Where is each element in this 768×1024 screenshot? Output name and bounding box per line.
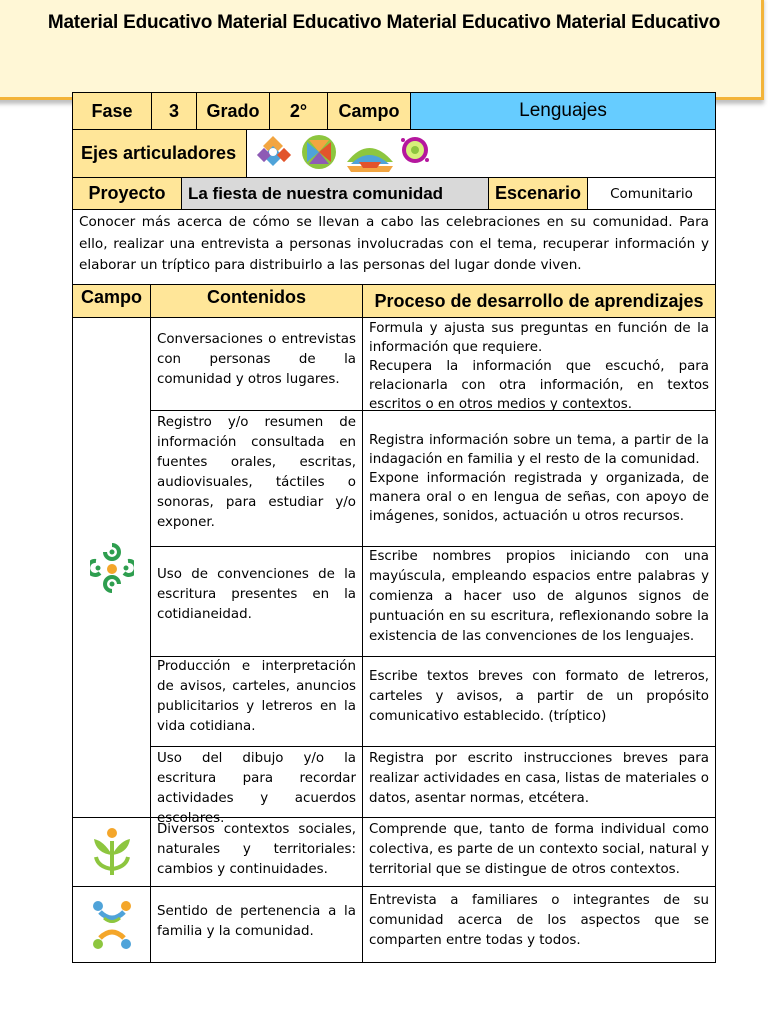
col-header-contenidos: Contenidos [150, 284, 363, 318]
fase-label: Fase [72, 92, 152, 130]
campo-value: Lenguajes [410, 92, 716, 130]
proceso-cell: Formula y ajusta sus preguntas en función de la información que requiere. Recupera la información que escuchó, para relacionarla con otra información, en textos escritos o en otros medios y contextos. [362, 317, 716, 411]
contenido-cell: Sentido de pertenencia a la familia y la comunidad. [150, 886, 363, 963]
contenido-cell: Conversaciones o entrevistas con personas de la comunidad y otros lugares. [150, 317, 363, 411]
proceso-cell: Registra información sobre un tema, a partir de la indagación en familia y el resto de la comunidad. Expone información registrada y organizada, de manera oral o en lengua de señas, con apoyo de imágenes, sonidos, actuación u otros recursos. [362, 410, 716, 547]
contenido-cell: Uso de convenciones de la escritura presentes en la cotidianeidad. [150, 546, 363, 657]
ejes-label: Ejes articuladores [72, 129, 247, 178]
contenido-cell: Diversos contextos sociales, naturales y territoriales: cambios y continuidades. [150, 817, 363, 887]
grado-label: Grado [196, 92, 270, 130]
col-header-proceso: Proceso de desarrollo de aprendizajes [362, 284, 716, 318]
proyecto-label: Proyecto [72, 177, 182, 210]
lenguajes-campo-icon [90, 541, 134, 595]
contenido-cell: Producción e interpretación de avisos, carteles, anuncios publicitarios y letreros en la vida cotidiana. [150, 656, 363, 747]
proceso-cell: Registra por escrito instrucciones breves para realizar actividades en casa, listas de materiales o datos, asentar normas, etcétera. [362, 746, 716, 818]
contenido-cell: Registro y/o resumen de información consultada en fuentes orales, escritas, audiovisuales, táctiles o sonoras, para estudiar y/o exponer. [150, 410, 363, 547]
campo-cell-etica [72, 817, 151, 887]
campo-label: Campo [327, 92, 411, 130]
fase-value: 3 [151, 92, 197, 130]
grado-value: 2° [269, 92, 328, 130]
etica-naturaleza-icon [90, 825, 134, 879]
proceso-cell: Entrevista a familiares o integrantes de su comunidad acerca de los aspectos que se comparten entre todas y todos. [362, 886, 716, 963]
interculturalidad-icon [347, 148, 393, 172]
banner-text: Material Educativo Material Educativo Material Educativo Material Educativo [47, 12, 721, 33]
pensamiento-critico-icon [302, 135, 336, 169]
proceso-cell: Escribe nombres propios iniciando con una mayúscula, empleando espacios entre palabras y comienza a hacer uso de algunos signos de puntuación en su escritura, reflexionando sobre la existencia de las convenciones de los lenguajes. [362, 546, 716, 657]
campo-cell-humano [72, 886, 151, 963]
humano-comunitario-icon [90, 898, 134, 952]
contenido-cell: Uso del dibujo y/o la escritura para recordar actividades y acuerdos escolares. [150, 746, 363, 818]
project-description: Conocer más acerca de cómo se llevan a cabo las celebraciones en su comunidad. Para ello, realizar una entrevista a personas involucradas con el tema, recuperar información y elaborar un tríptico para distribuirlo a las personas del lugar donde viven. [72, 209, 716, 285]
escenario-label: Escenario [488, 177, 588, 210]
ejes-icons-cell [246, 129, 716, 178]
vida-saludable-icon [401, 137, 429, 163]
escenario-value: Comunitario [587, 177, 716, 210]
proceso-cell: Comprende que, tanto de forma individual como colectiva, es parte de un contexto social, natural y territorial que se distingue de otros contextos. [362, 817, 716, 887]
proyecto-value: La fiesta de nuestra comunidad [181, 177, 489, 210]
campo-cell-lenguajes [72, 317, 151, 818]
col-header-campo: Campo [72, 284, 151, 318]
inclusion-icon [257, 136, 291, 166]
proceso-cell: Escribe textos breves con formato de letreros, carteles y avisos, a partir de un propósito comunicativo establecido. (tríptico) [362, 656, 716, 747]
